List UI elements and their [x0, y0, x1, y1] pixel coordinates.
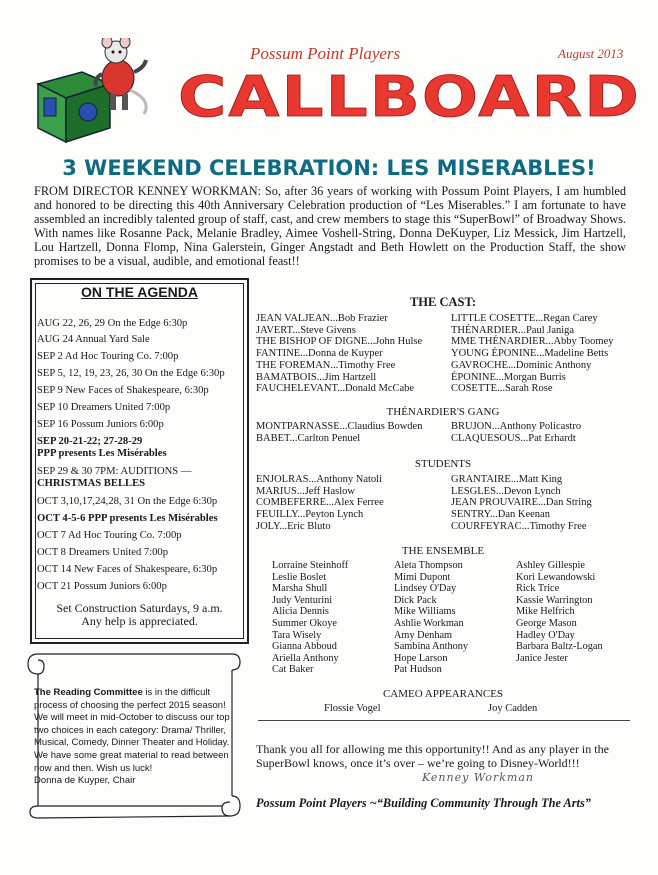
- ensemble-member: Kori Lewandowski: [516, 571, 596, 583]
- cast-line: FAUCHELEVANT...Donald McCabe: [256, 383, 415, 395]
- cast-column-right: [451, 313, 614, 395]
- ensemble-member: Hope Larson: [394, 652, 448, 664]
- ensemble-member: Hadley O'Day: [516, 629, 575, 641]
- cast-line: COSETTE...Sarah Rose: [451, 383, 553, 395]
- agenda-item: AUG 22, 26, 29 On the Edge 6:30p: [37, 318, 188, 329]
- ensemble-member: Janice Jester: [516, 652, 568, 664]
- ensemble-member: Judy Venturini: [272, 594, 333, 606]
- cast-line: JEAN VALJEAN...Bob Frazier: [256, 313, 388, 324]
- ensemble-column-2: [394, 560, 468, 676]
- ensemble-member: Pat Hudson: [394, 664, 442, 676]
- gang-title: THÉNARDIER'S GANG: [386, 406, 500, 418]
- agenda-title: ON THE AGENDA: [81, 284, 198, 300]
- gang-column-left: [256, 421, 422, 444]
- cast-line: CLAQUESOUS...Pat Erhardt: [451, 432, 576, 444]
- ensemble-member: Mike Helfrich: [516, 606, 575, 618]
- agenda-item: CHRISTMAS BELLES: [37, 478, 146, 489]
- cast-column-left: [256, 313, 422, 395]
- cast-title: THE CAST:: [409, 295, 477, 309]
- agenda-item: SEP 20-21-22; 27-28-29: [37, 436, 143, 447]
- ensemble-column-3: [516, 560, 603, 664]
- headline: 3 WEEKEND CELEBRATION: LES MISERABLES!: [62, 156, 596, 180]
- divider: [258, 720, 630, 721]
- cast-line: ENJOLRAS...Anthony Natoli: [256, 474, 382, 485]
- cast-line: THE BISHOP OF DIGNE...John Hulse: [256, 336, 423, 348]
- set-construction-note: [32, 602, 247, 628]
- agenda-item: OCT 8 Dreamers United 7:00p: [37, 547, 169, 558]
- students-column-left: [256, 474, 384, 533]
- agenda-item: OCT 7 Ad Hoc Touring Co. 7:00p: [37, 530, 182, 541]
- cast-line: COMBEFERRE...Alex Ferree: [256, 497, 384, 509]
- cameo-title: CAMEO APPEARANCES: [382, 688, 504, 700]
- cameo-name: Flossie Vogel: [324, 703, 381, 714]
- cast-line: FANTINE...Donna de Kuyper: [256, 348, 383, 360]
- gang-column-right: [451, 421, 581, 444]
- agenda-item: OCT 21 Possum Juniors 6:00p: [37, 581, 167, 592]
- director-intro: FROM DIRECTOR KENNEY WORKMAN: So, after 36 years of working with Possum Point Players, I am humbled and honored to be directing this 40th Anniversary Celebration production of “Les Miserables.” I am fortunate to have assembled an incredibly talented group of staff, cast, and crew members to stage this “SuperBowl” of Broadway Shows. With names like Rosanne Pack, Melanie Bradley, Aimee Voshell-String, Donna DeKuyper, Liz Messick, Jim Hartzell, Lou Hartzell, Donna Flomp, Nina Galerstein, Ginger Angstadt and Beth Howlett on the Production Staff, the show promises to be a visual, audible, and emotional feast!!: [34, 184, 626, 268]
- cast-line: SENTRY...Dan Keenan: [451, 509, 550, 521]
- ensemble-member: Ashlie Workman: [394, 617, 464, 629]
- possum-logo: [26, 38, 166, 150]
- agenda-item: OCT 4-5-6 PPP presents Les Misérables: [37, 513, 218, 524]
- cast-line: MME THÉNARDIER...Abby Toomey: [451, 336, 614, 348]
- reading-committee-body: is in the difficult process of choosing the perfect 2015 season! We will meet in mid-October to discuss our top two choices in each category: Drama/ Thriller, Musical, Comedy, Dinner Theater and Holiday. We have some great material to read between now and then. Wish us luck!: [34, 687, 230, 774]
- ensemble-member: Ashley Gillespie: [516, 560, 585, 571]
- cast-line: JAVERT...Steve Givens: [256, 324, 356, 336]
- ensemble-member: Marsha Shull: [272, 583, 328, 595]
- ensemble-member: Gianna Abboud: [272, 641, 337, 653]
- ensemble-member: Rick Trice: [516, 583, 560, 595]
- cast-line: FEUILLY...Peyton Lynch: [256, 509, 364, 521]
- ensemble-member: Tara Wisely: [272, 629, 322, 641]
- ensemble-member: Ariella Anthony: [272, 652, 339, 664]
- ensemble-member: Summer Okoye: [272, 617, 337, 629]
- ensemble-member: Alicia Dennis: [272, 606, 329, 618]
- agenda-item: AUG 24 Annual Yard Sale: [37, 334, 150, 345]
- agenda-item: SEP 16 Possum Juniors 6:00p: [37, 419, 164, 430]
- ensemble-member: Kassie Warrington: [516, 594, 593, 606]
- cast-line: BABET...Carlton Penuel: [256, 432, 361, 444]
- ensemble-member: Barbara Baltz-Logan: [516, 641, 603, 653]
- reading-committee-sign: Donna de Kuyper, Chair: [34, 775, 136, 787]
- issue-date: August 2013: [558, 46, 624, 61]
- ensemble-member: Lorraine Steinhoff: [272, 560, 349, 571]
- agenda-item: PPP presents Les Misérables: [37, 448, 167, 459]
- ensemble-member: Mimi Dupont: [394, 571, 451, 583]
- cast-line: YOUNG ÉPONINE...Madeline Betts: [451, 348, 609, 360]
- cast-line: THÉNARDIER...Paul Janiga: [451, 324, 575, 336]
- agenda-item: SEP 9 New Faces of Shakespeare, 6:30p: [37, 385, 209, 396]
- director-signature: Kenney Workman: [422, 771, 535, 784]
- cast-line: THE FOREMAN...Timothy Free: [256, 359, 396, 371]
- reading-committee-note: [34, 687, 238, 788]
- cast-line: COURFEYRAC...Timothy Free: [451, 520, 587, 532]
- organization-name: Possum Point Players: [250, 44, 401, 63]
- students-title: STUDENTS: [414, 458, 472, 470]
- cast-line: GRANTAIRE...Matt King: [451, 474, 563, 485]
- cast-line: LESGLES...Devon Lynch: [451, 485, 561, 497]
- ensemble-member: George Mason: [516, 617, 577, 629]
- ensemble-member: Sambina Anthony: [394, 641, 469, 653]
- set-note-line1: Set Construction Saturdays, 9 a.m.: [56, 601, 223, 615]
- cast-line: MARIUS...Jeff Haslow: [256, 485, 355, 497]
- agenda-box: [30, 278, 249, 644]
- agenda-item: SEP 5, 12, 19, 23, 26, 30 On the Edge 6:30p: [37, 368, 225, 379]
- ensemble-column-1: [272, 560, 348, 676]
- ensemble-member: Lindsey O'Day: [394, 583, 457, 595]
- masthead-title: CALLBOARD: [178, 64, 641, 130]
- reading-committee-lead: The Reading Committee: [34, 687, 143, 698]
- set-note-line2: Any help is appreciated.: [81, 614, 198, 628]
- ensemble-member: Leslie Boslet: [272, 571, 327, 583]
- agenda-item: OCT 14 New Faces of Shakespeare, 6:30p: [37, 564, 218, 575]
- agenda-item: SEP 10 Dreamers United 7:00p: [37, 402, 171, 413]
- director-thanks: Thank you all for allowing me this opportunity!! And as any player in the SuperBowl knows, once it’s over – we’re going to Disney-World!!!: [256, 742, 609, 770]
- ensemble-title: THE ENSEMBLE: [401, 545, 485, 557]
- ensemble-member: Cat Baker: [272, 664, 314, 676]
- ensemble-member: Aleta Thompson: [394, 560, 463, 571]
- students-column-right: [451, 474, 592, 533]
- cast-line: ÉPONINE...Morgan Burris: [451, 371, 566, 383]
- ensemble-member: Mike Williams: [394, 606, 456, 618]
- cameo-name: Joy Cadden: [488, 703, 538, 714]
- agenda-item: SEP 29 & 30 7PM: AUDITIONS —: [37, 466, 192, 477]
- agenda-item: SEP 2 Ad Hoc Touring Co. 7:00p: [37, 351, 179, 362]
- agenda-item: OCT 3,10,17,24,28, 31 On the Edge 6:30p: [37, 496, 218, 507]
- ensemble-member: Amy Denham: [394, 629, 453, 641]
- cast-line: JEAN PROUVAIRE...Dan String: [451, 497, 592, 509]
- cast-line: BRUJON...Anthony Policastro: [451, 421, 582, 432]
- cast-line: LITTLE COSETTE...Regan Carey: [451, 313, 598, 324]
- cast-line: BAMATBOIS...Jim Hartzell: [256, 371, 377, 383]
- cast-line: MONTPARNASSE...Claudius Bowden: [256, 421, 423, 432]
- ensemble-member: Dick Pack: [394, 594, 437, 606]
- cast-line: JOLY...Eric Bluto: [256, 520, 331, 532]
- cast-line: GAVROCHE...Dominic Anthony: [451, 359, 592, 371]
- tagline: Possum Point Players ~“Building Community Through The Arts”: [256, 796, 591, 810]
